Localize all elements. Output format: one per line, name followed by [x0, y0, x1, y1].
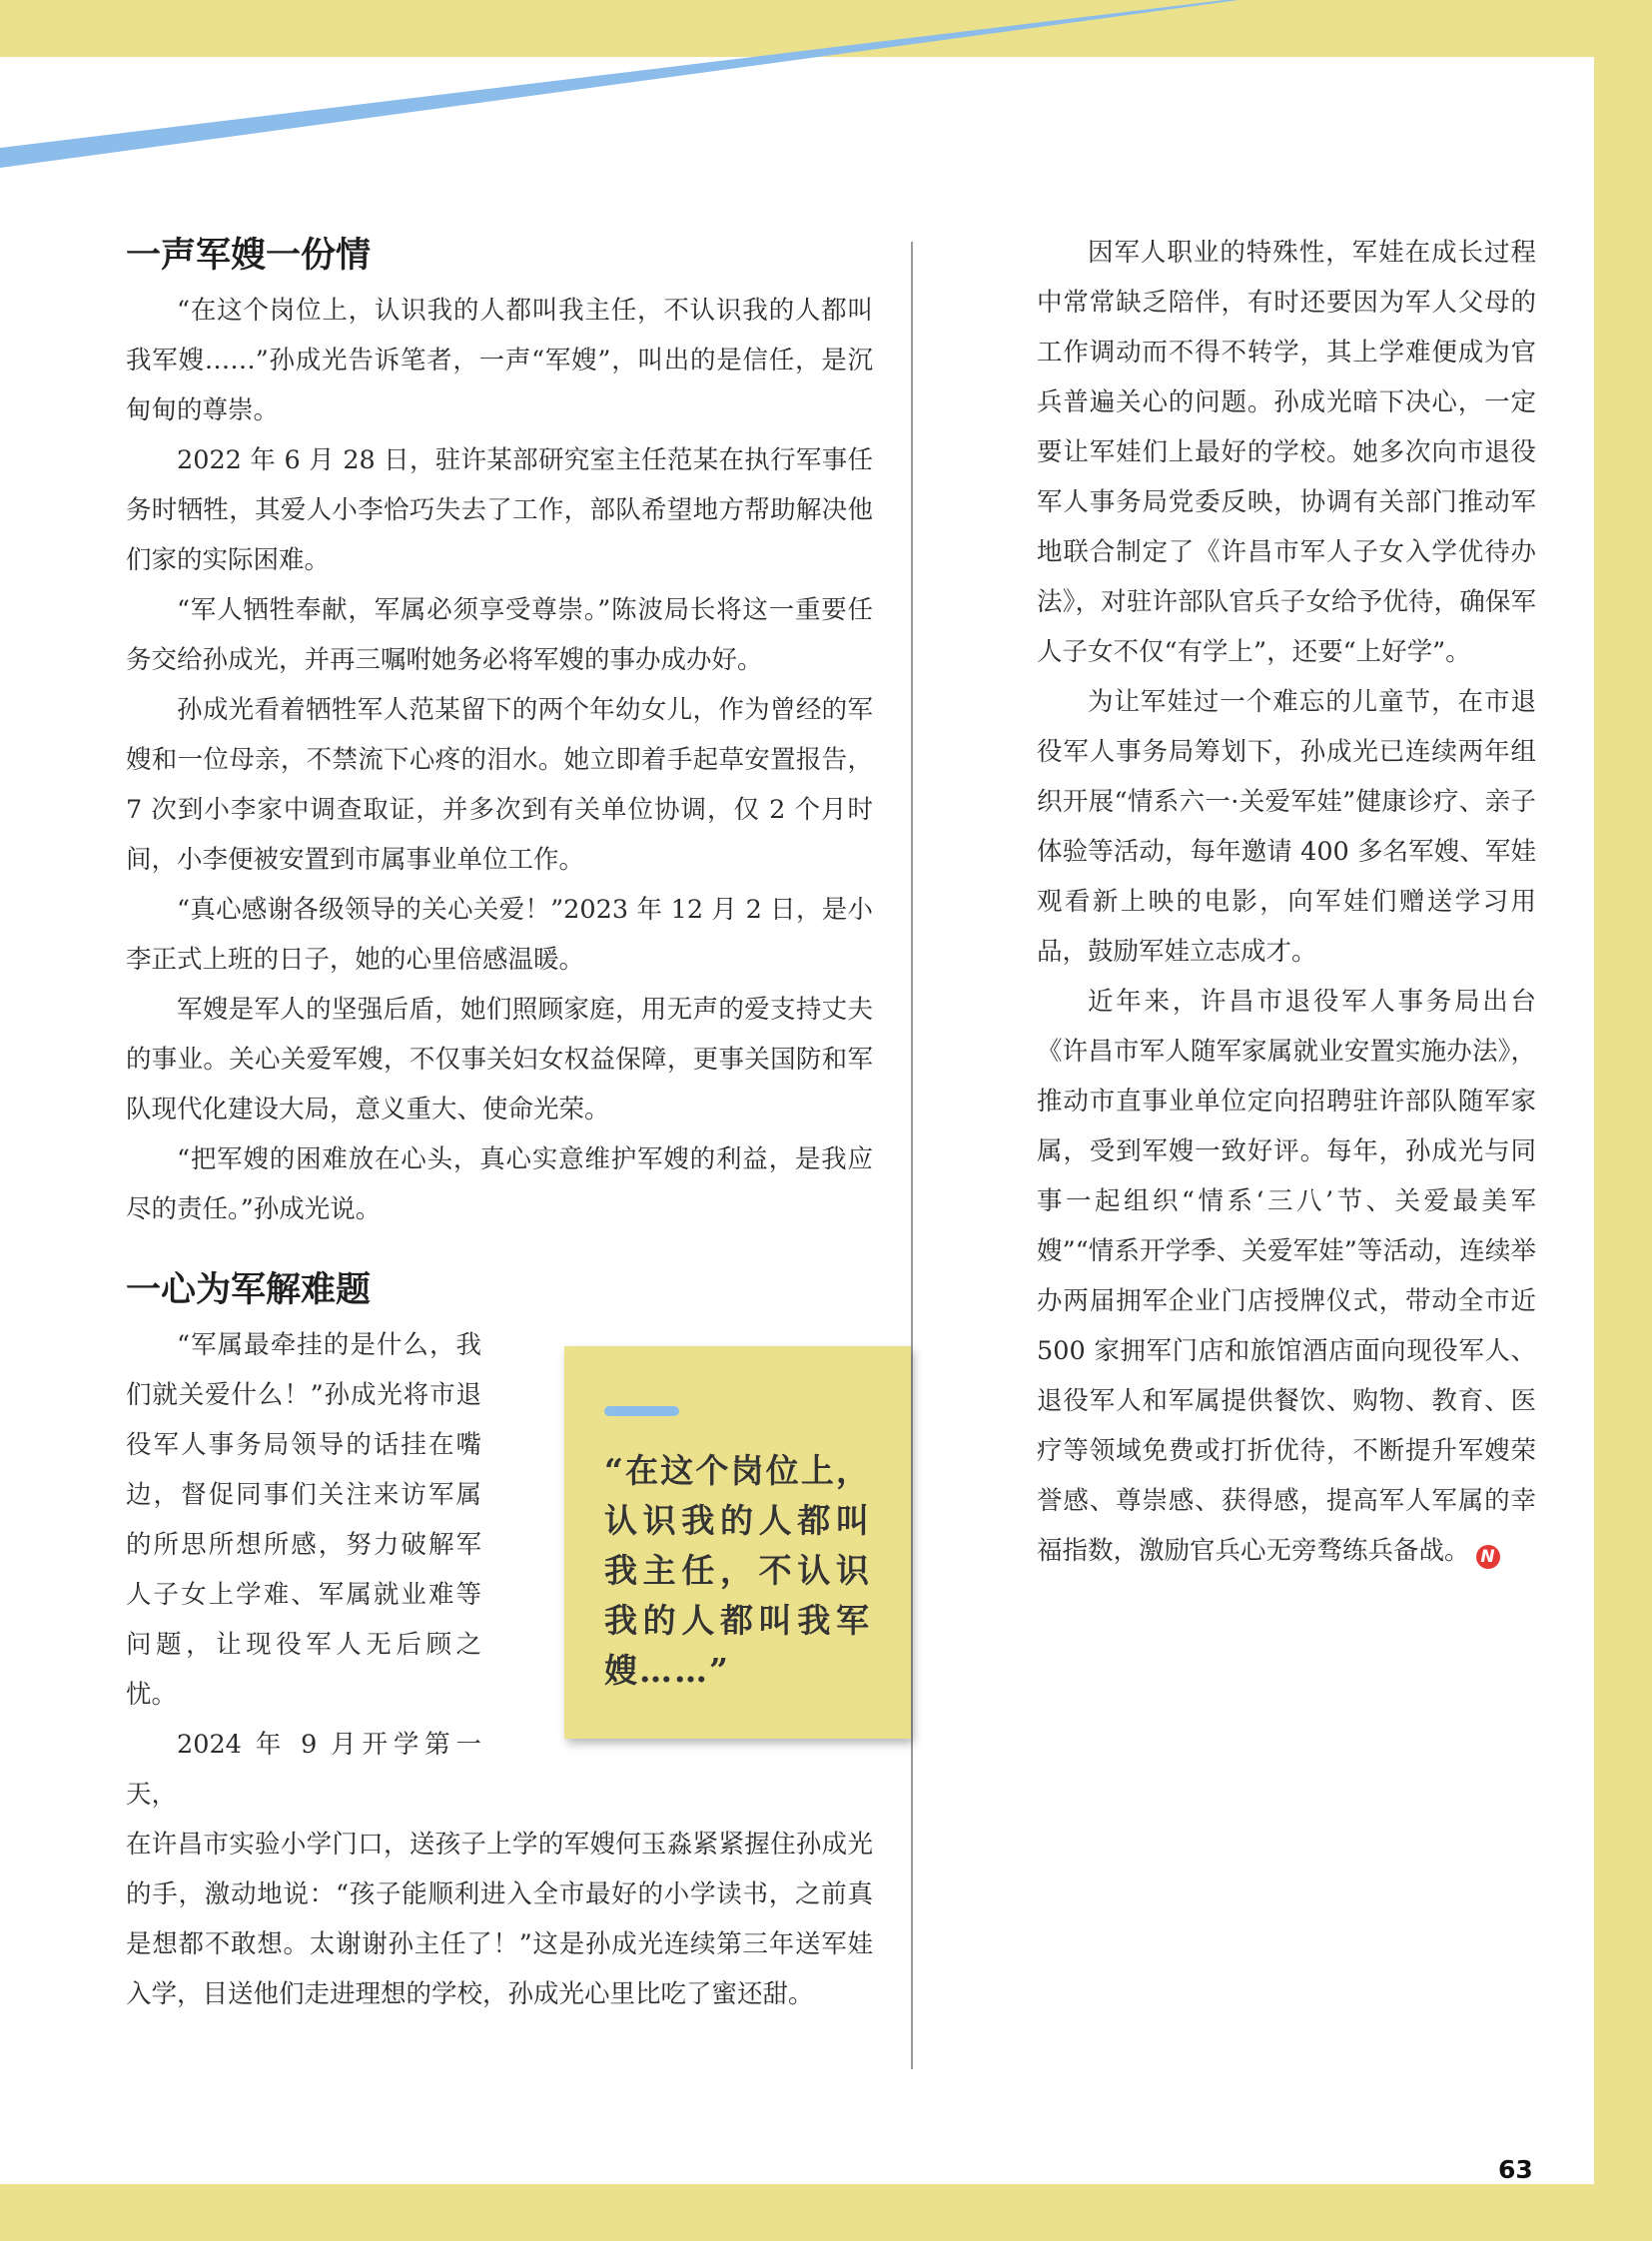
paragraph: “军属最牵挂的是什么，我们就关爱什么！”孙成光将市退役军人事务局领导的话挂在嘴边，督促同事们关注来访军属的所思所想所感，努力破解军人子女上学难、军属就业难等问题，让现役军人无后顾之忧。: [126, 1330, 481, 1710]
paragraph: 为让军娃过一个难忘的儿童节，在市退役军人事务局筹划下，孙成光已连续两年组织开展“情系六一·关爱军娃”健康诊疗、亲子体验等活动，每年邀请 400 多名军嫂、军娃观看新上映的电影，向军娃们赠送学习用品，鼓励军娃立志成才。: [1037, 687, 1536, 967]
section-heading-1: 一声军嫂一份情: [126, 236, 372, 276]
paragraph-text: 近年来，许昌市退役军人事务局出台《许昌市军人随军家属就业安置实施办法》，推动市直事业单位定向招聘驻许部队随军家属，受到军嫂一致好评。每年，孙成光与同事一起组织“情系‘三八’节、关爱最美军嫂”“情系开学季、关爱军娃”等活动，连续举办两届拥军企业门店授牌仪式，带动全市近 500 家拥军门店和旅馆酒店面向现役军人、退役军人和军属提供餐饮、购物、教育、医疗等领域免费或打折优待，不断提升军嫂荣誉感、尊崇感、获得感，提高军人军属的幸福指数，激励官兵心无旁骛练兵备战。: [1037, 987, 1536, 1566]
paragraph: “在这个岗位上，认识我的人都叫我主任，不认识我的人都叫我军嫂……”孙成光告诉笔者，一声“军嫂”，叫出的是信任，是沉甸甸的尊崇。: [126, 296, 873, 425]
paragraph: 2024 年 9 月开学第一天，: [126, 1730, 481, 1810]
page-number: 63: [1498, 2155, 1533, 2184]
decorative-blue-stripe: [0, 0, 1652, 200]
paragraph: 军嫂是军人的坚强后盾，她们照顾家庭，用无声的爱支持丈夫的事业。关心关爱军嫂，不仅事关妇女权益保障，更事关国防和军队现代化建设大局，意义重大、使命光荣。: [126, 995, 873, 1124]
paragraph-final: [1037, 977, 1536, 1576]
end-mark-icon: N: [1476, 1545, 1500, 1569]
paragraph-continued: 在许昌市实验小学门口，送孩子上学的军嫂何玉淼紧紧握住孙成光的手，激动地说：“孩子能顺利进入全市最好的小学读书，之前真是想都不敢想。太谢谢孙主任了！”这是孙成光连续第三年送军娃入学，目送他们走进理想的学校，孙成光心里比吃了蜜还甜。: [126, 1830, 873, 2009]
column-divider: [911, 242, 913, 2069]
quote-accent-bar: [604, 1406, 679, 1416]
paragraph: 孙成光看着牺牲军人范某留下的两个年幼女儿，作为曾经的军嫂和一位母亲，不禁流下心疼的泪水。她立即着手起草安置报告，7 次到小李家中调查取证，并多次到有关单位协调，仅 2 个月时间，小李便被安置到市属事业单位工作。: [126, 695, 873, 875]
paragraph: “军人牺牲奉献，军属必须享受尊崇。”陈波局长将这一重要任务交给孙成光，并再三嘱咐她务必将军嫂的事办成办好。: [126, 595, 873, 675]
paragraph: 2022 年 6 月 28 日，驻许某部研究室主任范某在执行军事任务时牺牲，其爱人小李恰巧失去了工作，部队希望地方帮助解决他们家的实际困难。: [126, 445, 873, 575]
left-column: [126, 228, 873, 2019]
paragraph: “把军嫂的困难放在心头，真心实意维护军嫂的利益，是我应尽的责任。”孙成光说。: [126, 1144, 873, 1224]
pull-quote: [564, 1346, 911, 1739]
right-column: [1037, 228, 1536, 1576]
paragraph: “真心感谢各级领导的关心关爱！”2023 年 12 月 2 日，是小李正式上班的日子，她的心里倍感温暖。: [126, 895, 873, 975]
section-heading-2: 一心为军解难题: [126, 1270, 372, 1310]
pull-quote-text: “在这个岗位上，认识我的人都叫我主任，不认识我的人都叫我军嫂……”: [604, 1451, 871, 1690]
paragraph: 因军人职业的特殊性，军娃在成长过程中常常缺乏陪伴，有时还要因为军人父母的工作调动而不得不转学，其上学难便成为官兵普遍关心的问题。孙成光暗下决心，一定要让军娃们上最好的学校。她多次向市退役军人事务局党委反映，协调有关部门推动军地联合制定了《许昌市军人子女入学优待办法》，对驻许部队官兵子女给予优待，确保军人子女不仅“有学上”，还要“上好学”。: [1037, 238, 1536, 667]
